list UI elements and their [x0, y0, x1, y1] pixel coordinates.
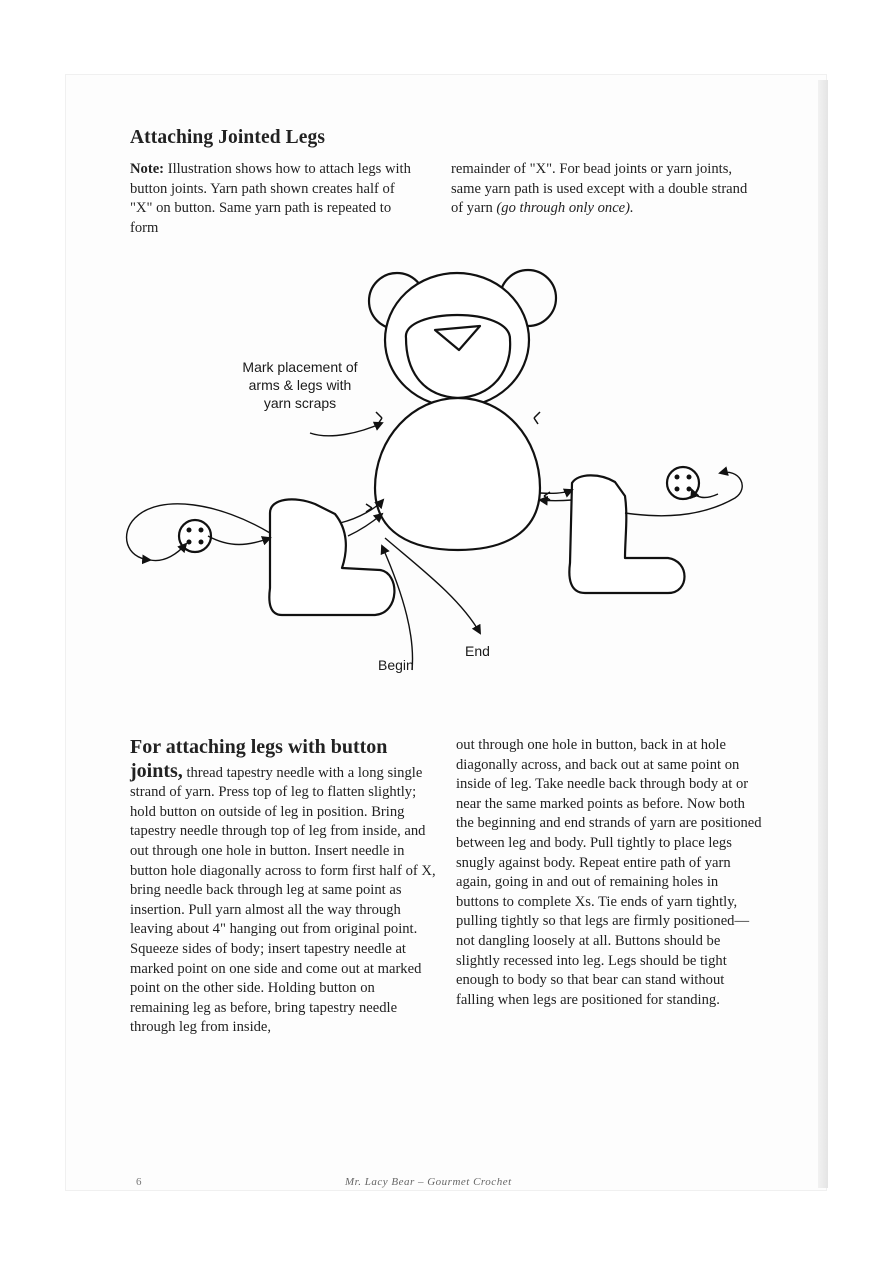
section-heading: Attaching Jointed Legs [130, 127, 326, 148]
mark-label-line1: Mark placement of [242, 359, 358, 375]
instructions-lead: For attaching legs with button joints, [130, 736, 388, 782]
bear-leg-diagram [120, 268, 760, 688]
bear-body [375, 398, 540, 550]
page-edge-shadow [818, 80, 828, 1188]
note-label: Note: [130, 161, 165, 177]
mark-label-line3: yarn scraps [263, 395, 337, 411]
begin-label: Begin [378, 657, 414, 673]
instructions-left-column [130, 736, 436, 1038]
mark-pointer-left [310, 423, 382, 436]
note-right-text: remainder of "X". For bead joints or yarn joints, same yarn path is used except with a double strand of yarn [451, 161, 748, 216]
note-left-text: Illustration shows how to attach legs with button joints. Yarn path shown creates half of "X" on button. Same yarn path is repeated to form [130, 161, 411, 236]
right-leg [569, 475, 684, 593]
instructions-left-text: thread tapestry needle with a long single strand of yarn. Press top of leg to flatten slightly; hold button on outside of leg in position. Bring tapestry needle through top of leg from inside, and out through one hole in button. Insert needle in button hole diagonally across to form first half of X, bring needle back through leg at same point as insertion. Pull yarn almost all the way through leaving about 4" hanging out from original point. Squeeze sides of body; insert tapestry needle at marked point on one side and come out at marked point on the other side. Holding button on remaining leg as before, bring tapestry needle through leg from inside, [130, 764, 436, 1036]
yarn-end-strand [385, 538, 480, 633]
end-label: End [465, 643, 490, 659]
bear-illustration [120, 268, 760, 688]
note-right-italic: (go through only once). [496, 200, 634, 216]
page-number: 6 [136, 1176, 142, 1188]
note-right-column [451, 160, 751, 219]
instructions-right-text: out through one hole in button, back in at hole diagonally across, and back out at same point on inside of leg. Take needle back through body at or near the same marked points as before. Now both the beginning and end strands of yarn are positioned between leg and body. Pull tightly to place legs snugly against body. Repeat entire path of yarn again, going in and out of remaining holes in buttons to complete Xs. Tie ends of yarn tightly, pulling tightly so that legs are firmly positioned—not dangling loosely at all. Buttons should be slightly recessed into leg. Legs should be tight enough to body so that bear can stand without falling when legs are positioned for standing. [456, 737, 762, 1008]
mark-label-line2: arms & legs with [248, 377, 352, 393]
left-leg [269, 499, 394, 615]
instructions-right-column [456, 736, 762, 1010]
running-title: Mr. Lacy Bear – Gourmet Crochet [345, 1176, 512, 1188]
note-left-column [130, 160, 420, 238]
